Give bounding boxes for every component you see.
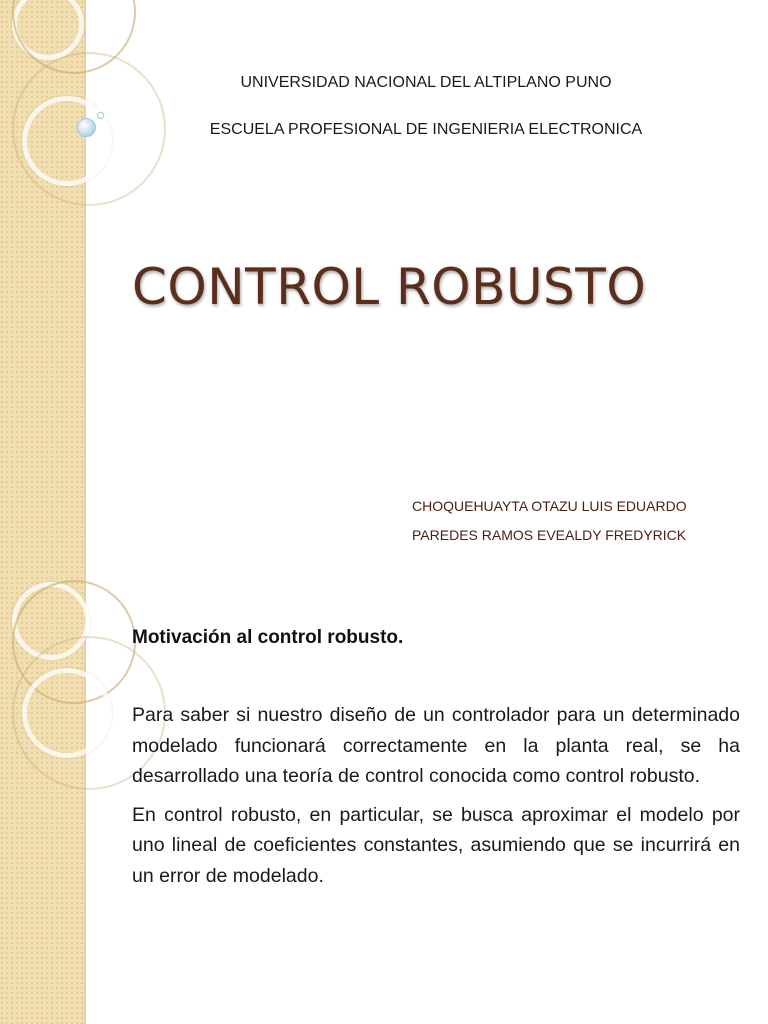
school-name: ESCUELA PROFESIONAL DE INGENIERIA ELECTRONICA	[209, 121, 643, 138]
paragraph: En control robusto, en particular, se busca aproximar el modelo por uno lineal de coeficientes constantes, asumiendo que se incurrirá en un error de modelado.	[132, 803, 740, 887]
author-name: PAREDES RAMOS EVEALDY FREDYRICK	[412, 527, 687, 543]
author-name: CHOQUEHUAYTA OTAZU LUIS EDUARDO	[412, 498, 687, 514]
small-bubble-icon	[97, 112, 104, 119]
university-name: UNIVERSIDAD NACIONAL DEL ALTIPLANO PUNO	[240, 74, 612, 91]
slide-title: CONTROL ROBUSTO	[132, 258, 647, 316]
section-heading: Motivación al control robusto.	[132, 627, 404, 648]
content-slide	[0, 576, 768, 1024]
paragraph: Para saber si nuestro diseño de un controlador para un determinado modelado funcionará correctamente en la planta real, se ha desarrollado una teoría de control conocida como control robusto.	[132, 704, 740, 787]
body-text	[132, 700, 740, 899]
authors-list	[412, 492, 687, 550]
